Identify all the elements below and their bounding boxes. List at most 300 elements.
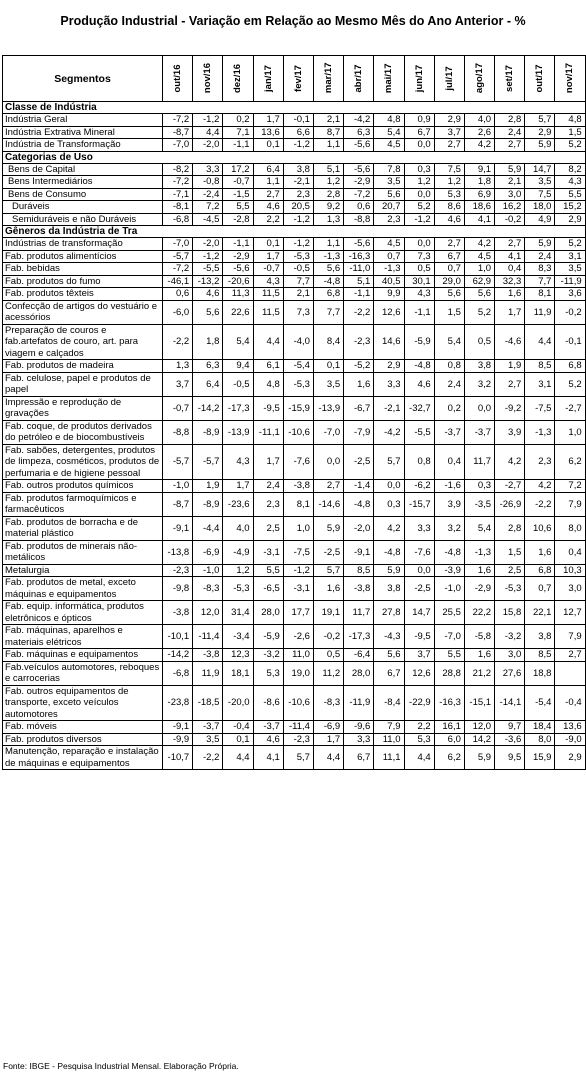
value-cell: 1,2	[404, 176, 434, 189]
value-cell: 0,1	[223, 733, 253, 746]
value-cell: -5,9	[253, 625, 283, 649]
value-cell: -3,8	[163, 601, 193, 625]
value-cell: -10,6	[283, 685, 313, 721]
value-cell: -23,6	[223, 492, 253, 516]
table-header-row	[3, 56, 586, 102]
value-cell: 7,7	[525, 275, 555, 288]
value-cell: 1,6	[495, 288, 525, 301]
table-row	[3, 516, 586, 540]
value-cell: 12,0	[464, 721, 494, 734]
value-cell: 3,0	[495, 649, 525, 662]
value-cell: 19,1	[313, 601, 343, 625]
value-cell: 1,7	[253, 444, 283, 480]
value-cell: -20,0	[223, 685, 253, 721]
segment-label: Metalurgia	[3, 564, 163, 577]
value-cell: 2,3	[253, 492, 283, 516]
value-cell: 4,4	[404, 746, 434, 770]
value-cell: 9,1	[464, 163, 494, 176]
value-cell: -7,6	[404, 540, 434, 564]
value-cell: 7,8	[374, 163, 404, 176]
value-cell: -5,3	[283, 250, 313, 263]
value-cell: -3,2	[495, 625, 525, 649]
value-cell: 4,2	[525, 480, 555, 493]
value-cell: 6,0	[434, 733, 464, 746]
value-cell: -0,1	[555, 324, 585, 360]
value-cell: -2,3	[283, 733, 313, 746]
value-cell: -8,3	[313, 685, 343, 721]
value-cell: 8,7	[313, 126, 343, 139]
value-cell: -8,3	[193, 577, 223, 601]
value-cell: 4,9	[525, 213, 555, 226]
table-row	[3, 480, 586, 493]
value-cell: 20,5	[283, 201, 313, 214]
month-header	[253, 56, 283, 102]
value-cell: 0,5	[464, 324, 494, 360]
value-cell: 16,2	[495, 201, 525, 214]
value-cell: 22,1	[525, 601, 555, 625]
value-cell: 6,7	[374, 661, 404, 685]
value-cell: -3,8	[193, 649, 223, 662]
value-cell: 3,3	[344, 733, 374, 746]
value-cell: 3,8	[464, 360, 494, 373]
table-row	[3, 126, 586, 139]
value-cell: -3,2	[253, 649, 283, 662]
value-cell: 11,1	[374, 746, 404, 770]
value-cell: 6,3	[193, 360, 223, 373]
value-cell: -1,1	[404, 300, 434, 324]
value-cell: 4,6	[193, 288, 223, 301]
value-cell: -46,1	[163, 275, 193, 288]
value-cell: 4,0	[223, 516, 253, 540]
segment-label: Indústria Extrativa Mineral	[3, 126, 163, 139]
month-label: jun/17	[413, 64, 425, 93]
value-cell: 12,7	[555, 601, 585, 625]
value-cell: 15,2	[555, 201, 585, 214]
value-cell: -9,9	[163, 733, 193, 746]
table-row	[3, 275, 586, 288]
value-cell: 15,8	[495, 601, 525, 625]
value-cell: 1,1	[313, 238, 343, 251]
value-cell: -8,9	[193, 420, 223, 444]
value-cell: -2,0	[193, 238, 223, 251]
month-header	[525, 56, 555, 102]
value-cell: 3,8	[283, 163, 313, 176]
value-cell: 7,9	[555, 492, 585, 516]
value-cell: -7,2	[163, 176, 193, 189]
value-cell: 1,8	[464, 176, 494, 189]
value-cell: 2,8	[313, 188, 343, 201]
table-row	[3, 188, 586, 201]
value-cell: 4,4	[253, 324, 283, 360]
segment-label: Semiduráveis e não Duráveis	[3, 213, 163, 226]
value-cell: 17,7	[283, 601, 313, 625]
value-cell: 2,9	[374, 360, 404, 373]
value-cell: 8,4	[313, 324, 343, 360]
value-cell: 7,2	[555, 480, 585, 493]
value-cell: 4,2	[464, 238, 494, 251]
value-cell: 9,7	[495, 721, 525, 734]
value-cell: 3,8	[525, 625, 555, 649]
value-cell: 1,6	[464, 564, 494, 577]
value-cell: -4,3	[374, 625, 404, 649]
value-cell: 1,7	[253, 250, 283, 263]
value-cell: -0,2	[495, 213, 525, 226]
value-cell: 2,7	[495, 238, 525, 251]
value-cell: -3,1	[253, 540, 283, 564]
value-cell: 1,6	[313, 577, 343, 601]
value-cell: 0,3	[464, 480, 494, 493]
value-cell: -17,3	[344, 625, 374, 649]
value-cell: -5,3	[283, 372, 313, 396]
table-row	[3, 250, 586, 263]
segment-label: Fab. equip. informática, produtos eletrônicos e ópticos	[3, 601, 163, 625]
value-cell: 12,0	[193, 601, 223, 625]
value-cell: -0,5	[283, 263, 313, 276]
value-cell: 5,3	[253, 661, 283, 685]
value-cell: -3,7	[193, 721, 223, 734]
value-cell: 2,1	[283, 288, 313, 301]
value-cell: 2,5	[495, 564, 525, 577]
value-cell: 12,6	[374, 300, 404, 324]
value-cell: 11,5	[253, 288, 283, 301]
month-header	[283, 56, 313, 102]
value-cell: -4,2	[344, 114, 374, 127]
value-cell: -10,1	[163, 625, 193, 649]
value-cell: 27,8	[374, 601, 404, 625]
value-cell: -2,4	[193, 188, 223, 201]
value-cell: 5,6	[434, 288, 464, 301]
value-cell: -9,5	[404, 625, 434, 649]
value-cell: 4,8	[374, 114, 404, 127]
value-cell: 0,9	[404, 114, 434, 127]
value-cell: 2,5	[253, 516, 283, 540]
value-cell: 5,4	[223, 324, 253, 360]
value-cell: 9,5	[495, 746, 525, 770]
value-cell: -1,3	[313, 250, 343, 263]
value-cell: -10,6	[283, 420, 313, 444]
value-cell: 5,3	[434, 188, 464, 201]
value-cell: 7,5	[434, 163, 464, 176]
value-cell: 6,7	[434, 250, 464, 263]
value-cell: -11,9	[555, 275, 585, 288]
value-cell: 8,5	[344, 564, 374, 577]
value-cell: 0,6	[163, 288, 193, 301]
value-cell: -13,9	[313, 396, 343, 420]
value-cell: -7,1	[163, 188, 193, 201]
value-cell: 1,6	[464, 649, 494, 662]
segment-label: Impressão e reprodução de gravações	[3, 396, 163, 420]
value-cell: -2,1	[374, 396, 404, 420]
value-cell: 5,2	[404, 201, 434, 214]
value-cell: 3,1	[555, 250, 585, 263]
value-cell: -9,8	[163, 577, 193, 601]
value-cell: 3,5	[525, 176, 555, 189]
value-cell: 0,4	[495, 263, 525, 276]
value-cell: 8,3	[525, 263, 555, 276]
segment-label: Fab. produtos farmoquímicos e farmacêuticos	[3, 492, 163, 516]
value-cell: -8,9	[193, 492, 223, 516]
value-cell: -6,9	[193, 540, 223, 564]
value-cell: 0,1	[313, 360, 343, 373]
value-cell: 1,0	[283, 516, 313, 540]
value-cell: -2,6	[283, 625, 313, 649]
table-row	[3, 733, 586, 746]
value-cell: 0,5	[313, 649, 343, 662]
value-cell: -7,9	[344, 420, 374, 444]
value-cell: 11,3	[223, 288, 253, 301]
value-cell: -14,2	[193, 396, 223, 420]
value-cell: 2,9	[555, 213, 585, 226]
value-cell: 7,2	[193, 201, 223, 214]
section-header-row	[3, 226, 586, 238]
value-cell: 18,4	[525, 721, 555, 734]
value-cell: 6,1	[253, 360, 283, 373]
value-cell: -2,1	[283, 176, 313, 189]
value-cell: -5,7	[193, 444, 223, 480]
value-cell: 10,6	[525, 516, 555, 540]
value-cell: -2,3	[163, 564, 193, 577]
value-cell: 7,9	[555, 625, 585, 649]
value-cell: -16,3	[344, 250, 374, 263]
value-cell: 11,0	[374, 733, 404, 746]
value-cell: 4,1	[464, 213, 494, 226]
month-label: abr/17	[353, 64, 365, 93]
value-cell: 0,0	[404, 564, 434, 577]
table-row	[3, 721, 586, 734]
value-cell: 12,3	[223, 649, 253, 662]
value-cell: -14,1	[495, 685, 525, 721]
value-cell: -0,8	[193, 176, 223, 189]
value-cell: -22,9	[404, 685, 434, 721]
value-cell: -8,4	[374, 685, 404, 721]
value-cell: 1,3	[163, 360, 193, 373]
value-cell: 3,1	[525, 372, 555, 396]
table-row	[3, 577, 586, 601]
value-cell: 16,1	[434, 721, 464, 734]
value-cell: 29,0	[434, 275, 464, 288]
value-cell: 0,3	[404, 163, 434, 176]
value-cell: -5,4	[525, 685, 555, 721]
value-cell: 5,2	[555, 372, 585, 396]
value-cell: 5,9	[525, 139, 555, 152]
value-cell: 11,0	[283, 649, 313, 662]
value-cell: 8,2	[555, 163, 585, 176]
value-cell: -0,7	[163, 396, 193, 420]
value-cell: 1,1	[253, 176, 283, 189]
value-cell: -15,9	[283, 396, 313, 420]
value-cell: 0,0	[464, 396, 494, 420]
value-cell: 7,7	[283, 275, 313, 288]
value-cell: -2,2	[344, 300, 374, 324]
value-cell: 5,6	[464, 288, 494, 301]
value-cell: 2,2	[253, 213, 283, 226]
value-cell: 5,3	[404, 733, 434, 746]
value-cell: -5,9	[404, 324, 434, 360]
value-cell: -6,0	[163, 300, 193, 324]
value-cell: -1,2	[283, 238, 313, 251]
value-cell: 5,1	[313, 163, 343, 176]
value-cell: 18,0	[525, 201, 555, 214]
value-cell: 0,2	[434, 396, 464, 420]
value-cell: 30,1	[404, 275, 434, 288]
segment-label: Fab. bebidas	[3, 263, 163, 276]
value-cell: -4,8	[434, 540, 464, 564]
value-cell: 11,7	[344, 601, 374, 625]
value-cell: -3,7	[253, 721, 283, 734]
table-row	[3, 372, 586, 396]
table-row	[3, 288, 586, 301]
month-header	[313, 56, 343, 102]
value-cell: 5,5	[223, 201, 253, 214]
value-cell: 3,7	[434, 126, 464, 139]
value-cell: 7,3	[283, 300, 313, 324]
value-cell: 5,2	[555, 139, 585, 152]
value-cell: -7,0	[163, 139, 193, 152]
segment-label: Fab. produtos diversos	[3, 733, 163, 746]
value-cell: 6,2	[555, 444, 585, 480]
value-cell: 14,2	[464, 733, 494, 746]
value-cell: 4,4	[193, 126, 223, 139]
value-cell: -2,9	[464, 577, 494, 601]
segment-label: Bens Intermediários	[3, 176, 163, 189]
value-cell: 5,9	[374, 564, 404, 577]
value-cell: -4,9	[223, 540, 253, 564]
month-header	[223, 56, 253, 102]
value-cell: 3,9	[434, 492, 464, 516]
table-row	[3, 649, 586, 662]
value-cell: -5,6	[223, 263, 253, 276]
value-cell: 18,1	[223, 661, 253, 685]
value-cell: -4,2	[374, 420, 404, 444]
value-cell: -0,2	[313, 625, 343, 649]
value-cell: 3,5	[313, 372, 343, 396]
table-row	[3, 396, 586, 420]
value-cell: 4,6	[253, 201, 283, 214]
value-cell: 8,1	[525, 288, 555, 301]
table-row	[3, 444, 586, 480]
value-cell: 1,0	[464, 263, 494, 276]
value-cell: 0,0	[404, 188, 434, 201]
table-row	[3, 139, 586, 152]
value-cell: -1,0	[434, 577, 464, 601]
value-cell: -3,8	[283, 480, 313, 493]
table-body	[3, 102, 586, 770]
month-header	[434, 56, 464, 102]
value-cell: 3,0	[495, 188, 525, 201]
value-cell: 11,9	[525, 300, 555, 324]
value-cell: 9,4	[223, 360, 253, 373]
value-cell: 28,0	[253, 601, 283, 625]
value-cell: -7,0	[313, 420, 343, 444]
page-title: Produção Industrial - Variação em Relação ao Mesmo Mês do Ano Anterior - %	[60, 14, 526, 28]
month-header	[163, 56, 193, 102]
value-cell: 4,4	[525, 324, 555, 360]
value-cell	[555, 661, 585, 685]
table-row	[3, 300, 586, 324]
value-cell: 1,2	[223, 564, 253, 577]
value-cell: 2,8	[495, 114, 525, 127]
value-cell: 6,2	[434, 746, 464, 770]
value-cell: -1,3	[374, 263, 404, 276]
value-cell: 2,7	[555, 649, 585, 662]
value-cell: -4,5	[193, 213, 223, 226]
value-cell: -7,2	[163, 114, 193, 127]
value-cell: 3,7	[404, 649, 434, 662]
segments-header: Segmentos	[3, 56, 163, 102]
value-cell: 4,3	[555, 176, 585, 189]
value-cell: 11,7	[464, 444, 494, 480]
value-cell: -1,3	[525, 420, 555, 444]
value-cell: 1,7	[495, 300, 525, 324]
value-cell: 1,7	[313, 733, 343, 746]
value-cell: 13,6	[555, 721, 585, 734]
table-row	[3, 420, 586, 444]
value-cell: 2,9	[434, 114, 464, 127]
value-cell: -5,3	[223, 577, 253, 601]
value-cell: 32,3	[495, 275, 525, 288]
value-cell: -7,0	[434, 625, 464, 649]
value-cell: -1,2	[193, 114, 223, 127]
value-cell: 5,5	[434, 649, 464, 662]
value-cell: -3,7	[434, 420, 464, 444]
segment-label: Fab. outros produtos químicos	[3, 480, 163, 493]
table-row	[3, 163, 586, 176]
value-cell: -9,1	[163, 516, 193, 540]
table-row	[3, 114, 586, 127]
value-cell: 2,6	[464, 126, 494, 139]
value-cell: 4,2	[374, 516, 404, 540]
value-cell: -7,2	[163, 263, 193, 276]
value-cell: -17,3	[223, 396, 253, 420]
value-cell: 0,8	[434, 360, 464, 373]
value-cell: 8,5	[525, 649, 555, 662]
value-cell: 6,7	[344, 746, 374, 770]
value-cell: -0,7	[253, 263, 283, 276]
table-row	[3, 213, 586, 226]
value-cell: -5,5	[404, 420, 434, 444]
value-cell: -1,1	[223, 139, 253, 152]
value-cell: 11,2	[313, 661, 343, 685]
value-cell: 1,9	[495, 360, 525, 373]
value-cell: -9,0	[555, 733, 585, 746]
value-cell: -5,8	[464, 625, 494, 649]
value-cell: 5,6	[374, 188, 404, 201]
value-cell: -6,4	[344, 649, 374, 662]
value-cell: -7,5	[525, 396, 555, 420]
value-cell: 0,7	[434, 263, 464, 276]
value-cell: 17,2	[223, 163, 253, 176]
segment-label: Fab. produtos têxteis	[3, 288, 163, 301]
value-cell: 2,9	[555, 746, 585, 770]
value-cell: 4,1	[495, 250, 525, 263]
value-cell: 2,9	[525, 126, 555, 139]
value-cell: 4,3	[223, 444, 253, 480]
value-cell: -1,2	[193, 250, 223, 263]
value-cell: 4,0	[464, 114, 494, 127]
value-cell: 27,6	[495, 661, 525, 685]
section-title: Categorias de Uso	[3, 151, 586, 163]
value-cell: -9,2	[495, 396, 525, 420]
table-row	[3, 601, 586, 625]
value-cell: -1,6	[434, 480, 464, 493]
value-cell: 4,8	[253, 372, 283, 396]
value-cell: 1,0	[555, 420, 585, 444]
value-cell: 2,2	[404, 721, 434, 734]
value-cell: 21,2	[464, 661, 494, 685]
value-cell: -4,4	[193, 516, 223, 540]
value-cell: 0,7	[525, 577, 555, 601]
value-cell: 3,9	[495, 420, 525, 444]
